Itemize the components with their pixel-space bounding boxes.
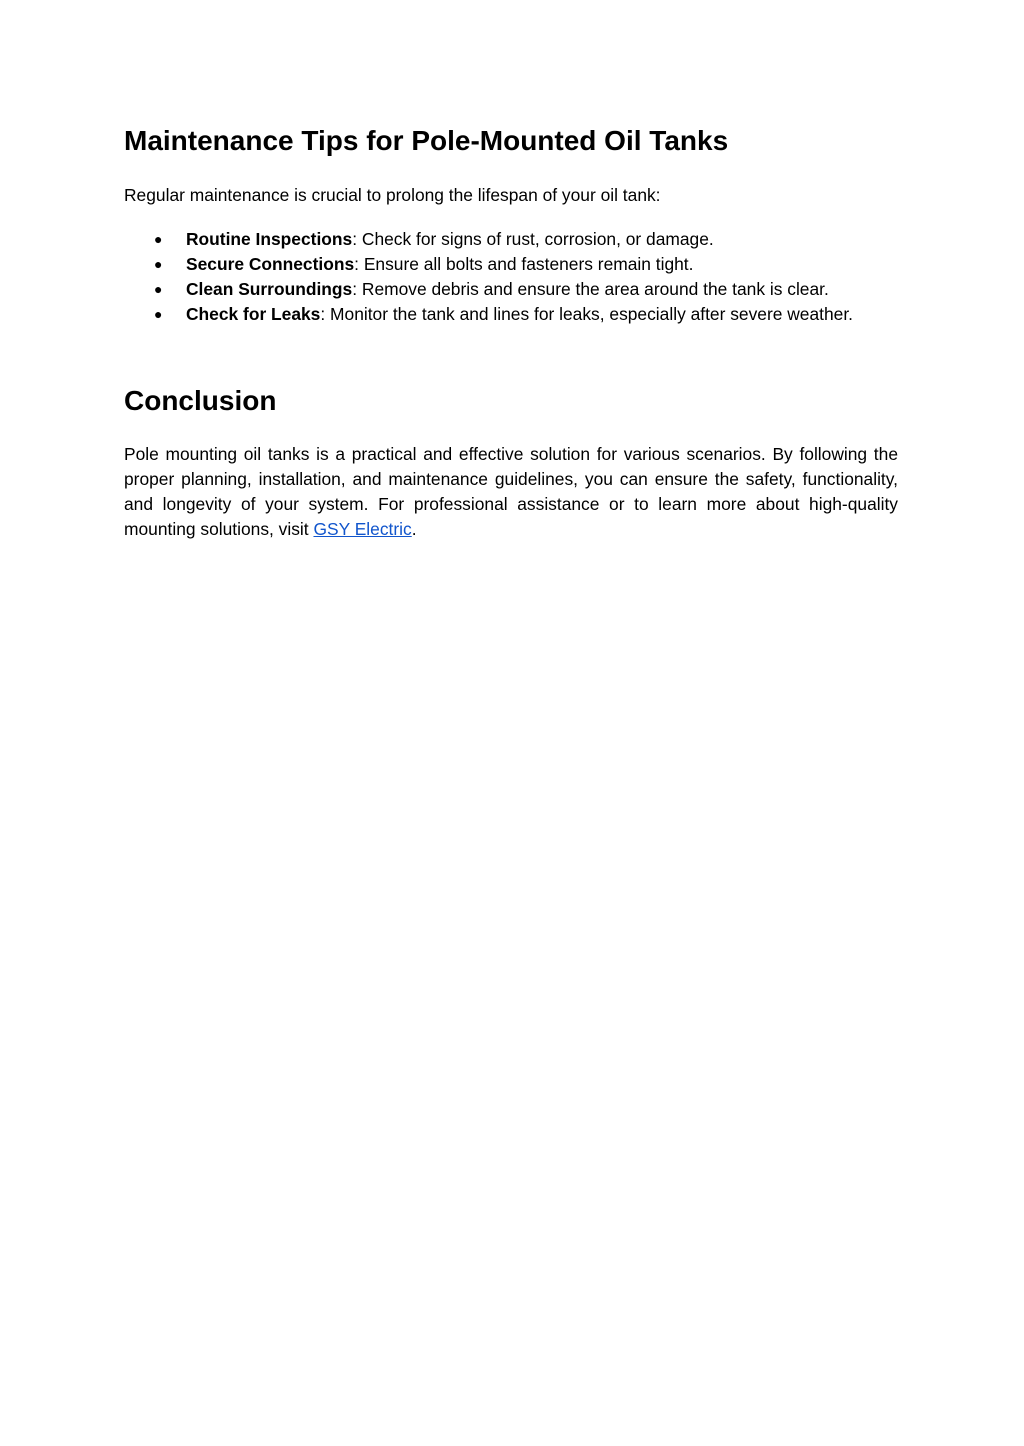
list-item bbox=[124, 252, 898, 277]
tip-text: Remove debris and ensure the area around the tank is clear. bbox=[357, 279, 829, 299]
tip-term: Check for Leaks bbox=[186, 304, 321, 324]
conclusion-trailing: . bbox=[411, 519, 417, 539]
tip-text: Ensure all bolts and fasteners remain tight. bbox=[359, 254, 694, 274]
tip-separator: : bbox=[352, 279, 358, 299]
maintenance-intro: Regular maintenance is crucial to prolong the lifespan of your oil tank: bbox=[124, 185, 661, 205]
tip-term: Routine Inspections bbox=[186, 229, 353, 249]
tip-text: Monitor the tank and lines for leaks, especially after severe weather. bbox=[325, 304, 853, 324]
tip-term: Secure Connections bbox=[186, 254, 355, 274]
bullet-icon: ● bbox=[154, 256, 163, 272]
conclusion-heading: Conclusion bbox=[124, 385, 277, 416]
tip-text: Check for signs of rust, corrosion, or damage. bbox=[357, 229, 714, 249]
gsy-electric-link[interactable]: GSY Electric bbox=[313, 519, 412, 539]
bullet-icon: ● bbox=[154, 306, 163, 322]
list-item bbox=[124, 302, 898, 327]
tip-separator: : bbox=[352, 229, 358, 249]
conclusion-body: Pole mounting oil tanks is a practical and effective solution for various scenarios. By following the proper planning, installation, and maintenance guidelines, you can ensure the safety, functionality, and longevity of your system. For professional assistance or to learn more about high-quality mounting solutions, visit bbox=[124, 444, 898, 539]
list-item bbox=[124, 227, 898, 252]
tip-separator: : bbox=[354, 254, 359, 274]
bullet-icon: ● bbox=[154, 281, 163, 297]
tip-separator: : bbox=[320, 304, 326, 324]
maintenance-tips-list bbox=[124, 227, 898, 327]
maintenance-heading: Maintenance Tips for Pole-Mounted Oil Tanks bbox=[124, 125, 729, 156]
tip-term: Clean Surroundings bbox=[186, 279, 353, 299]
conclusion-paragraph bbox=[124, 442, 898, 542]
list-item bbox=[124, 277, 898, 302]
bullet-icon: ● bbox=[154, 231, 163, 247]
